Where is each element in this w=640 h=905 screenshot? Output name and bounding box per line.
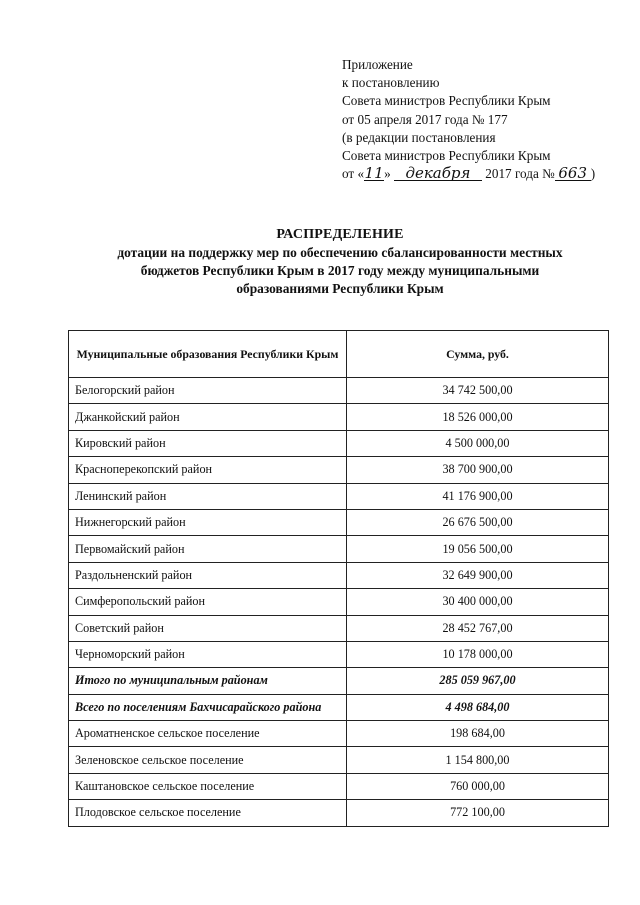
table-row [69,641,609,667]
sum-value: 26 676 500,00 [347,509,609,535]
year-text: 2017 года № [485,166,555,182]
table-row [69,457,609,483]
document-title [60,226,620,298]
sum-value: 28 452 767,00 [347,615,609,641]
header-sum: Сумма, руб. [347,331,609,378]
municipality-name: Ленинский район [69,483,347,509]
title-line: образованиями Республики Крым [236,281,444,296]
sum-value: 10 178 000,00 [347,641,609,667]
municipality-name: Джанкойский район [69,404,347,430]
table-row [69,509,609,535]
municipality-name: Каштановское сельское поселение [69,773,347,799]
municipality-name: Симферопольский район [69,589,347,615]
municipality-name: Зеленовское сельское поселение [69,747,347,773]
municipality-name: Советский район [69,615,347,641]
appendix-block [342,56,632,183]
sum-value: 198 684,00 [347,721,609,747]
appendix-line: к постановлению [342,75,440,91]
title-line: бюджетов Республики Крым в 2017 году между муниципальными [140,263,540,278]
municipality-name: Красноперекопский район [69,457,347,483]
date-quote: » [384,166,391,182]
handwritten-number: 663 [555,166,591,181]
appendix-line: Совета министров Республики Крым [342,93,551,109]
table-row [69,483,609,509]
municipality-name: Белогорский район [69,378,347,404]
table-row [69,430,609,456]
sum-value: 32 649 900,00 [347,562,609,588]
sum-value: 1 154 800,00 [347,747,609,773]
table-row [69,562,609,588]
handwritten-day: 11 [364,164,384,183]
table-row [69,721,609,747]
municipality-name: Черноморский район [69,641,347,667]
table-row [69,668,609,694]
sum-value: 4 500 000,00 [347,430,609,456]
municipality-name: Нижнегорский район [69,509,347,535]
municipality-name: Всего по поселениям Бахчисарайского района [69,694,347,720]
sum-value: 41 176 900,00 [347,483,609,509]
table-body [69,378,609,827]
header-municipality: Муниципальные образования Республики Крым [69,331,347,378]
date-prefix: от « [342,166,365,182]
municipality-name: Итого по муниципальным районам [69,668,347,694]
appendix-line: Приложение [342,57,413,72]
sum-value: 30 400 000,00 [347,589,609,615]
table-row [69,404,609,430]
municipality-name: Плодовское сельское поселение [69,800,347,826]
appendix-line: Совета министров Республики Крым [342,148,551,164]
sum-value: 760 000,00 [347,773,609,799]
distribution-table [68,330,609,827]
close-paren: ) [590,166,596,182]
table-row [69,800,609,826]
appendix-line: (в редакции постановления [342,129,496,145]
appendix-line: от 05 апреля 2017 года № 177 [342,111,508,127]
sum-value: 285 059 967,00 [347,668,609,694]
municipality-name: Кировский район [69,430,347,456]
table-row [69,747,609,773]
sum-value: 34 742 500,00 [347,378,609,404]
municipality-name: Ароматненское сельское поселение [69,721,347,747]
table-row [69,773,609,799]
table-row [69,536,609,562]
handwritten-month: декабря [394,166,482,181]
sum-value: 38 700 900,00 [347,457,609,483]
title-line: дотации на поддержку мер по обеспечению сбалансированности местных [117,245,563,260]
table-row [69,615,609,641]
sum-value: 772 100,00 [347,800,609,826]
table-row [69,378,609,404]
municipality-name: Раздольненский район [69,562,347,588]
municipality-name: Первомайский район [69,536,347,562]
sum-value: 18 526 000,00 [347,404,609,430]
table-header-row [69,331,609,378]
sum-value: 19 056 500,00 [347,536,609,562]
appendix-date-line [342,165,632,183]
table-row [69,694,609,720]
sum-value: 4 498 684,00 [347,694,609,720]
title-heading: РАСПРЕДЕЛЕНИЕ [276,227,404,242]
table-row [69,589,609,615]
